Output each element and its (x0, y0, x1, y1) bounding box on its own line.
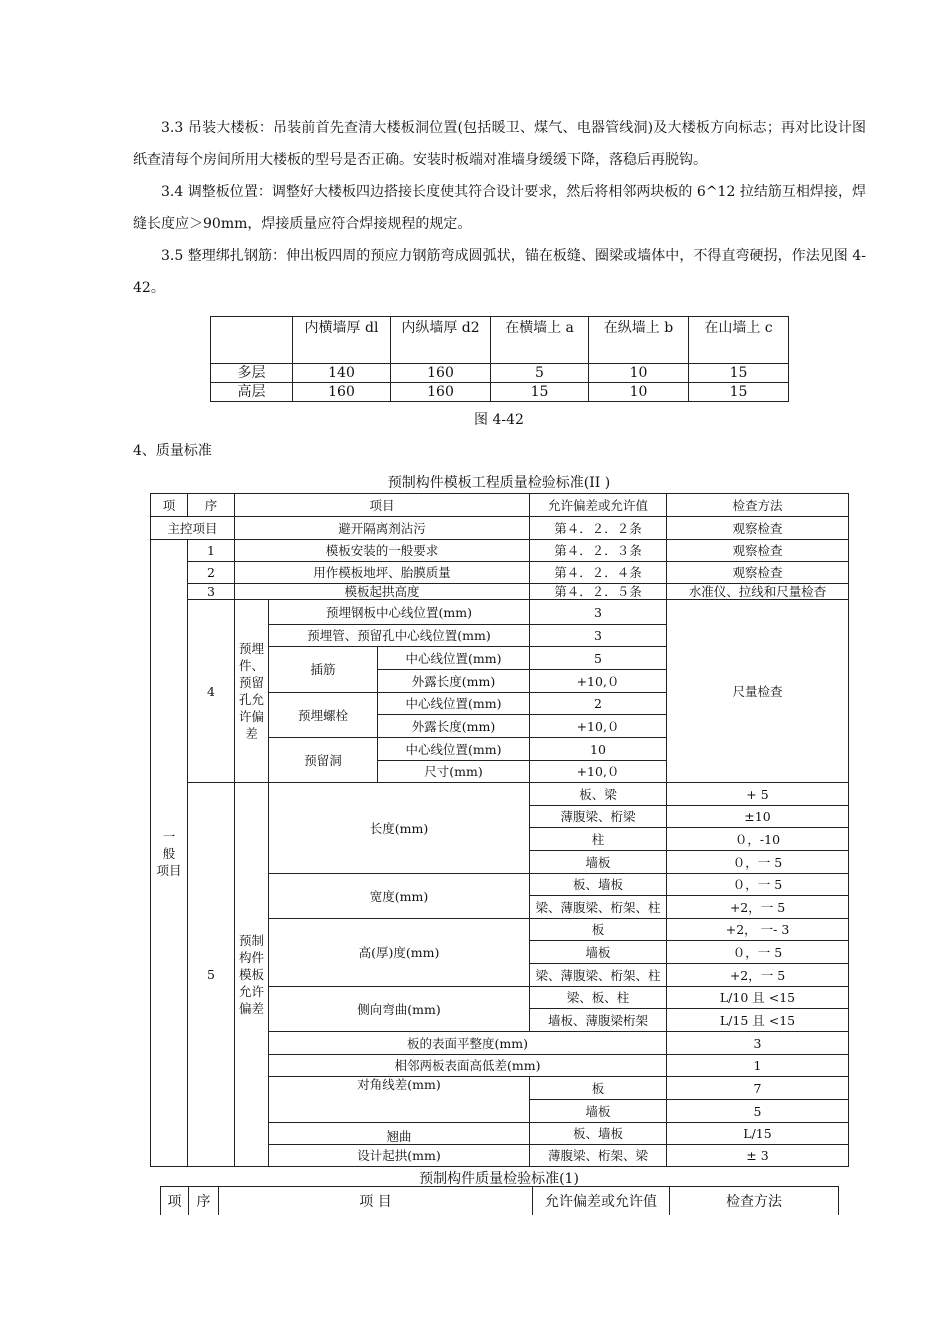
table-cell: 140 (293, 364, 391, 383)
table-cell: 板、墙板 (530, 1123, 667, 1145)
header-tolerance: 允许偏差或允许值 (530, 494, 667, 517)
table-cell: 板的表面平整度(mm) (269, 1032, 667, 1055)
table-cell: 薄腹梁、桁梁 (530, 806, 667, 828)
table-cell: ０，一 5 (667, 941, 849, 964)
table-cell: 预留洞 (269, 738, 378, 783)
table-cell: 预埋件、预留孔允许偏差 (235, 600, 269, 783)
table-cell: 墙板 (530, 941, 667, 964)
header-seq: 序 (188, 494, 235, 517)
table-cell: +2，一 5 (667, 964, 849, 987)
table-cell: +2，一 5 (667, 896, 849, 919)
table-cell: 10 (589, 383, 689, 402)
paragraph-3-5: 3.5 整理绑扎钢筋：伸出板四周的预应力钢筋弯成圆弧状，锚在板缝、圈梁或墙体中，不得直弯硬拐，作法见图 4-42。 (133, 248, 866, 296)
table-cell: 3 (530, 625, 667, 647)
table-cell: 宽度(mm) (269, 874, 530, 919)
table-cell: 高层 (211, 383, 293, 402)
table-cell (211, 317, 293, 364)
table-row (151, 600, 849, 625)
table-cell: 墙板 (530, 851, 667, 874)
table-cell: 侧向弯曲(mm) (269, 987, 530, 1032)
table-cell: 3 (188, 584, 235, 600)
table-row (151, 584, 849, 600)
figure-4-42-table (210, 316, 789, 402)
table-cell: 设计起拱(mm) (269, 1145, 530, 1167)
table-cell: 10 (589, 364, 689, 383)
table-cell: +2， 一- 3 (667, 919, 849, 941)
table-cell: 相邻两板表面高低差(mm) (269, 1055, 667, 1077)
table-cell: 7 (667, 1077, 849, 1100)
table-cell: 观察检查 (667, 517, 849, 540)
table-cell: 第４．２．５条 (530, 584, 667, 600)
table-cell: 长度(mm) (269, 783, 530, 874)
table-cell: 160 (391, 364, 491, 383)
table-cell: ±10 (667, 806, 849, 828)
table-cell: 外露长度(mm) (378, 715, 530, 738)
table-cell: ０，-10 (667, 828, 849, 851)
table-cell: 检查方法 (670, 1187, 839, 1216)
general-items-label: 一 般 项目 (151, 540, 188, 1167)
table-cell: ± 3 (667, 1145, 849, 1167)
table-caption: 预制构件模板工程质量检验标准(II ) (387, 475, 611, 491)
table-cell: 避开隔离剂沾污 (235, 517, 530, 540)
table-cell: 预埋管、预留孔中心线位置(mm) (269, 625, 530, 647)
table-cell: 多层 (211, 364, 293, 383)
table-cell: 允许偏差或允许值 (533, 1187, 670, 1216)
table-cell: 15 (689, 383, 789, 402)
table-cell: 外露长度(mm) (378, 670, 530, 693)
table-cell: 在横墙上 a (491, 317, 589, 364)
table-cell: 预埋螺栓 (269, 693, 378, 738)
table-cell: 在纵墙上 b (589, 317, 689, 364)
table-cell: 160 (293, 383, 391, 402)
table-cell: 内横墙厚 dl (293, 317, 391, 364)
table-cell: 第４．２．４条 (530, 562, 667, 584)
table-cell: 5 (491, 364, 589, 383)
table-cell: 项 (161, 1187, 189, 1216)
table-cell: 15 (689, 364, 789, 383)
table-header-row (151, 494, 849, 517)
table-cell: 中心线位置(mm) (378, 647, 530, 670)
table-header-row (211, 317, 789, 364)
table-cell: 15 (491, 383, 589, 402)
table-cell: 水准仪、拉线和尺量检杳 (667, 584, 849, 600)
table-cell: 插筋 (269, 647, 378, 693)
table-cell: 2 (188, 562, 235, 584)
table-cell: 4 (188, 600, 235, 783)
table-caption: 预制构件质量检验标准(1) (419, 1171, 579, 1187)
paragraph-3-4: 3.4 调整板位置：调整好大楼板四边搭接长度使其符合设计要求，然后将相邻两块板的 6^12 拉结筋互相焊接，焊缝长度应＞90mm，焊接质量应符合焊接规程的规定。 (133, 184, 866, 232)
table-cell: 墙板、薄腹梁桁架 (530, 1009, 667, 1032)
table-cell: 观察检查 (667, 562, 849, 584)
table-cell: 梁、板、柱 (530, 987, 667, 1009)
table-cell: 墙板 (530, 1100, 667, 1123)
table-cell: +10,０ (530, 715, 667, 738)
table-row (151, 562, 849, 584)
section-title: 4、质量标准 (133, 443, 212, 459)
table-cell: 预制构件模板允许偏差 (235, 783, 269, 1167)
table-cell: 160 (391, 383, 491, 402)
header-method: 检查方法 (667, 494, 849, 517)
table-cell: 3 (530, 600, 667, 625)
table-row (151, 540, 849, 562)
table-cell: 用作模板地坪、胎膜质量 (235, 562, 530, 584)
table-cell: +10,０ (530, 761, 667, 783)
table-cell: 高(厚)度(mm) (269, 919, 530, 987)
table-cell: ０，一 5 (667, 874, 849, 896)
table-cell: 3 (667, 1032, 849, 1055)
table-cell: 中心线位置(mm) (378, 693, 530, 715)
table-cell: 项 目 (219, 1187, 533, 1216)
table-cell: 板、墙板 (530, 874, 667, 896)
table-cell: 薄腹梁、桁架、梁 (530, 1145, 667, 1167)
table-cell: 序 (189, 1187, 219, 1216)
table-cell: 柱 (530, 828, 667, 851)
table-cell: 模板安装的一般要求 (235, 540, 530, 562)
table-cell: 2 (530, 693, 667, 715)
table-cell: L/10 且 <15 (667, 987, 849, 1009)
table-cell: 梁、薄腹梁、桁架、柱 (530, 964, 667, 987)
table-cell: + 5 (667, 783, 849, 806)
table-cell: 翘曲 (269, 1123, 530, 1145)
table-cell: 观察检查 (667, 540, 849, 562)
table-cell: 在山墙上 c (689, 317, 789, 364)
table-cell: 板 (530, 919, 667, 941)
table-cell: 尺寸(mm) (378, 761, 530, 783)
table-cell: 1 (667, 1055, 849, 1077)
main-control-label: 主控项目 (151, 517, 235, 540)
table-cell: 5 (530, 647, 667, 670)
table-row (151, 517, 849, 540)
table-cell: 板、梁 (530, 783, 667, 806)
table-cell: L/15 (667, 1123, 849, 1145)
header-item: 项目 (235, 494, 530, 517)
table-cell: +10,０ (530, 670, 667, 693)
table-cell: ０，一 5 (667, 851, 849, 874)
component-quality-table (160, 1186, 839, 1215)
table-cell: 内纵墙厚 d2 (391, 317, 491, 364)
quality-standard-table (150, 493, 849, 1167)
table-cell: 尺量检查 (667, 600, 849, 783)
table-cell: 5 (667, 1100, 849, 1123)
table-cell: 第４．２．３条 (530, 540, 667, 562)
table-cell: L/15 且 <15 (667, 1009, 849, 1032)
header-item-type: 项 (151, 494, 188, 517)
figure-caption: 图 4-42 (474, 412, 524, 428)
table-cell: 1 (188, 540, 235, 562)
table-cell: 梁、薄腹梁、桁架、柱 (530, 896, 667, 919)
table-cell: 模板起拱高度 (235, 584, 530, 600)
table-cell: 第４．２．２条 (530, 517, 667, 540)
table-header-row (161, 1187, 839, 1216)
table-row (211, 383, 789, 402)
table-row (151, 783, 849, 806)
table-cell: 中心线位置(mm) (378, 738, 530, 761)
paragraph-3-3: 3.3 吊装大楼板：吊装前首先查清大楼板洞位置(包括暖卫、煤气、电器管线洞)及大楼板方向标志；再对比设计图纸查清每个房间所用大楼板的型号是否正确。安装时板端对准墙身缓缓下降，落稳后再脱钩。 (133, 120, 866, 168)
table-cell: 10 (530, 738, 667, 761)
table-cell: 5 (188, 783, 235, 1167)
table-cell: 对角线差(mm) (269, 1077, 530, 1123)
table-row (211, 364, 789, 383)
table-cell: 预埋钢板中心线位置(mm) (269, 600, 530, 625)
table-cell: 板 (530, 1077, 667, 1100)
